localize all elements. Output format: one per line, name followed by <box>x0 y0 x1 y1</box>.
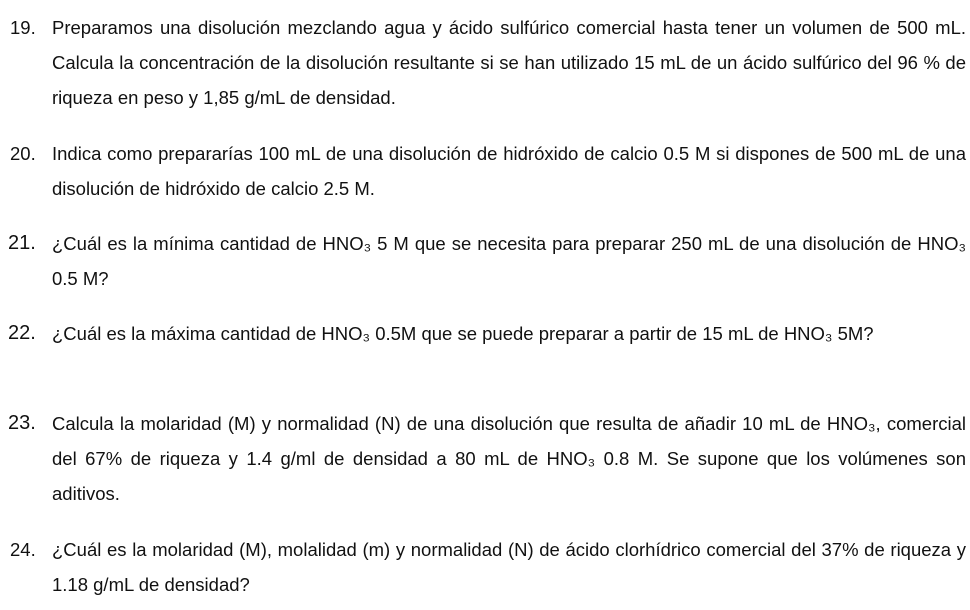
exercise-number: 23. <box>8 412 36 434</box>
exercise-number: 22. <box>8 322 36 344</box>
exercise-statement: ¿Cuál es la máxima cantidad de HNO₃ 0.5M que se puede preparar a partir de 15 mL de HNO₃ 5M? <box>52 323 874 344</box>
exercise-number: 20. <box>10 143 36 164</box>
exercise-number: 24. <box>10 539 36 560</box>
exercise-number: 21. <box>8 232 36 254</box>
exercise-statement: Preparamos una disolución mezclando agua y ácido sulfúrico comercial hasta tener un volumen de 500 mL. Calcula la concentración de la disolución resultante si se han utilizado 15 mL de un ácido sulfúrico del 96 % de riqueza en peso y 1,85 g/mL de densidad. <box>52 17 966 108</box>
exercise-statement: ¿Cuál es la molaridad (M), molalidad (m) y normalidad (N) de ácido clorhídrico comercial del 37% de riqueza y 1.18 g/mL de densidad? <box>52 539 966 595</box>
exercise-statement: Indica como prepararías 100 mL de una disolución de hidróxido de calcio 0.5 M si dispones de 500 mL de una disolución de hidróxido de calcio 2.5 M. <box>52 143 966 199</box>
exercise-number: 19. <box>10 17 36 38</box>
exercise-statement: Calcula la molaridad (M) y normalidad (N) de una disolución que resulta de añadir 10 mL de HNO₃, comercial del 67% de riqueza y 1.4 g/ml de densidad a 80 mL de HNO₃ 0.8 M. Se supone que los volúmenes son aditivos. <box>52 413 966 504</box>
exercise-statement: ¿Cuál es la mínima cantidad de HNO₃ 5 M que se necesita para preparar 250 mL de una disolución de HNO₃ 0.5 M? <box>52 233 966 289</box>
